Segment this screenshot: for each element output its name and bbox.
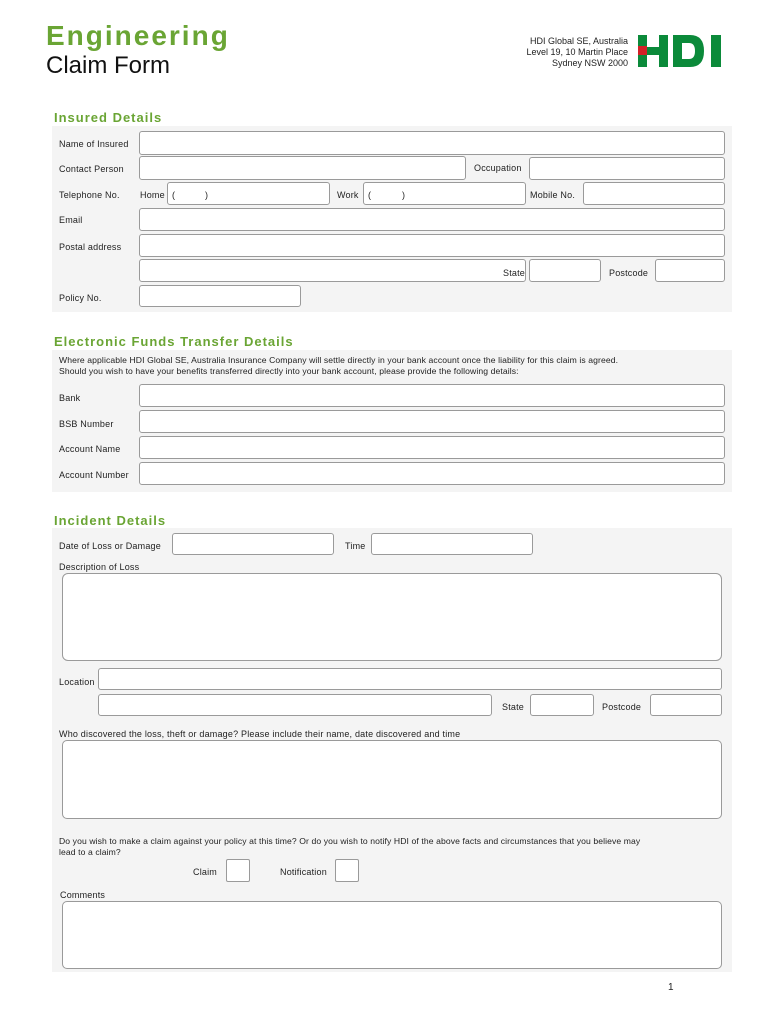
comments-label: Comments — [60, 890, 106, 900]
postal-postcode-field[interactable] — [655, 259, 725, 282]
claim-option-label: Claim — [193, 867, 218, 877]
claim-question-line-2: lead to a claim? — [59, 847, 121, 857]
form-title: Engineering — [46, 20, 230, 51]
occupation-field[interactable] — [529, 157, 725, 180]
description-label: Description of Loss — [59, 562, 140, 572]
mobile-field[interactable] — [583, 182, 725, 205]
account-name-label: Account Name — [59, 444, 121, 454]
bank-field[interactable] — [139, 384, 725, 407]
contact-person-label: Contact Person — [59, 164, 124, 174]
form-subtitle: Claim Form — [46, 52, 170, 79]
home-phone-field[interactable] — [167, 182, 330, 205]
who-discovered-label: Who discovered the loss, theft or damage? Please include their name, date discovered and time — [59, 729, 461, 739]
eft-instructions — [59, 355, 727, 377]
date-of-loss-label: Date of Loss or Damage — [59, 541, 161, 551]
mobile-label: Mobile No. — [530, 190, 576, 200]
address-line-3: Sydney NSW 2000 — [551, 58, 628, 68]
policy-no-field[interactable] — [139, 285, 301, 307]
incident-section-title: Incident Details — [54, 513, 167, 528]
work-paren-open: ( — [368, 190, 372, 200]
location-postcode-field[interactable] — [650, 694, 722, 716]
postal-postcode-label: Postcode — [609, 268, 649, 278]
bsb-field[interactable] — [139, 410, 725, 433]
company-address — [526, 36, 628, 69]
email-label: Email — [59, 215, 83, 225]
who-discovered-field[interactable] — [62, 740, 722, 819]
postal-state-field[interactable] — [529, 259, 601, 282]
work-phone-label: Work — [337, 190, 359, 200]
name-of-insured-label: Name of Insured — [59, 139, 129, 149]
notification-option-label: Notification — [280, 867, 327, 877]
claim-checkbox[interactable] — [226, 859, 250, 882]
page-number: 1 — [668, 982, 674, 993]
contact-person-field[interactable] — [139, 156, 466, 180]
claim-question-line-1: Do you wish to make a claim against your policy at this time? Or do you wish to notify HDI of the above facts and circumstances that you believe may — [59, 836, 641, 846]
home-phone-label: Home — [140, 190, 165, 200]
time-field[interactable] — [371, 533, 533, 555]
eft-section-title: Electronic Funds Transfer Details — [54, 334, 294, 349]
location-field-1[interactable] — [98, 668, 722, 690]
location-postcode-label: Postcode — [602, 702, 642, 712]
occupation-label: Occupation — [474, 163, 522, 173]
home-paren-close: ) — [205, 190, 209, 200]
location-state-label: State — [502, 702, 525, 712]
eft-instructions-line-2: Should you wish to have your benefits transferred directly into your bank account, please provide the following details: — [59, 366, 519, 376]
location-state-field[interactable] — [530, 694, 594, 716]
comments-field[interactable] — [62, 901, 722, 969]
notification-checkbox[interactable] — [335, 859, 359, 882]
address-line-1: HDI Global SE, Australia — [529, 36, 628, 46]
postal-address-label: Postal address — [59, 242, 122, 252]
policy-no-label: Policy No. — [59, 293, 102, 303]
account-number-field[interactable] — [139, 462, 725, 485]
date-of-loss-field[interactable] — [172, 533, 334, 555]
time-label: Time — [345, 541, 366, 551]
eft-instructions-line-1: Where applicable HDI Global SE, Australia Insurance Company will settle directly in your bank account once the liability for this claim is agreed. — [59, 355, 619, 365]
bank-label: Bank — [59, 393, 81, 403]
location-field-2[interactable] — [98, 694, 492, 716]
address-line-2: Level 19, 10 Martin Place — [526, 47, 628, 57]
name-of-insured-field[interactable] — [139, 131, 725, 155]
bsb-label: BSB Number — [59, 419, 114, 429]
description-field[interactable] — [62, 573, 722, 661]
postal-address-field-1[interactable] — [139, 234, 725, 257]
claim-question — [59, 836, 725, 858]
location-label: Location — [59, 677, 95, 687]
insured-section-title: Insured Details — [54, 110, 163, 125]
email-field[interactable] — [139, 208, 725, 231]
postal-state-label: State — [503, 268, 526, 278]
work-paren-close: ) — [402, 190, 406, 200]
work-phone-field[interactable] — [363, 182, 526, 205]
telephone-label: Telephone No. — [59, 190, 120, 200]
account-number-label: Account Number — [59, 470, 129, 480]
postal-address-field-2[interactable] — [139, 259, 526, 282]
home-paren-open: ( — [172, 190, 176, 200]
account-name-field[interactable] — [139, 436, 725, 459]
hdi-logo — [638, 34, 724, 68]
